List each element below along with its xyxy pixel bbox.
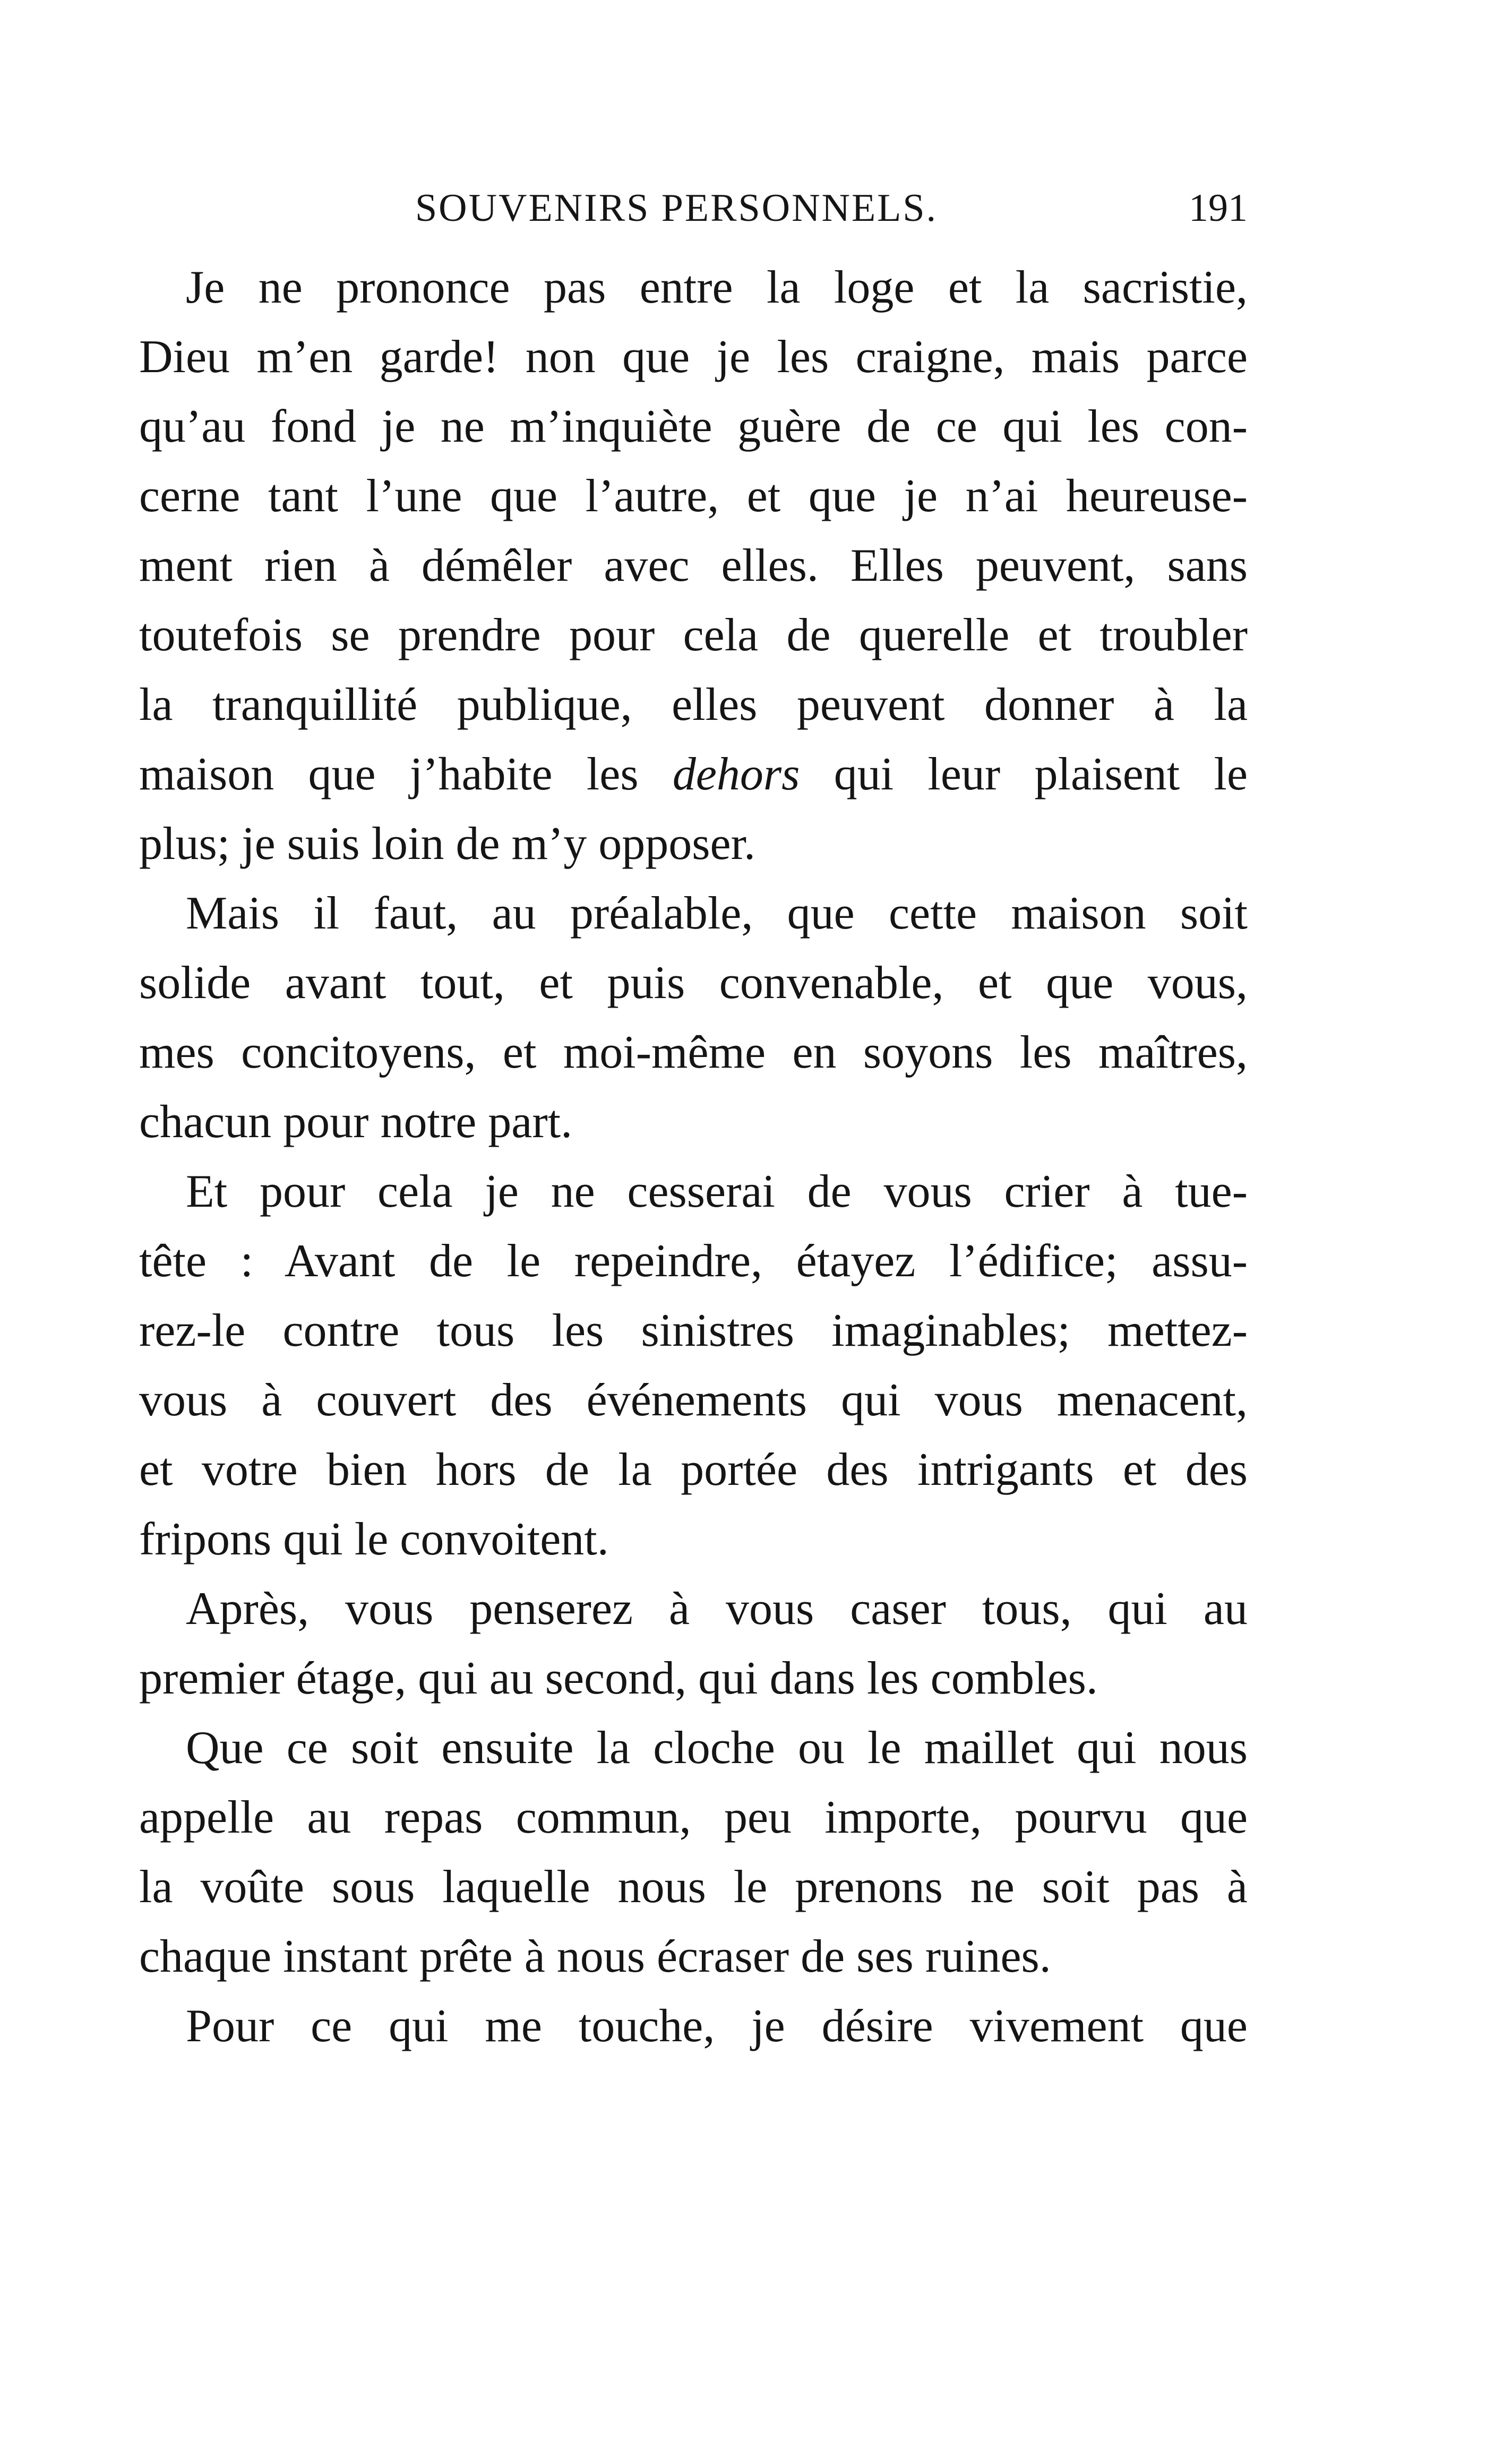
text-line: toutefois se prendre pour cela de querelle et troubler: [139, 609, 1248, 661]
text-line: Et pour cela je ne cesserai de vous crier à tue-: [186, 1166, 1248, 1217]
text-line: et votre bien hors de la portée des intrigants et des: [139, 1444, 1248, 1495]
text-line: Que ce soit ensuite la cloche ou le maillet qui nous: [186, 1722, 1248, 1774]
emphasized-word: dehors: [672, 749, 800, 800]
text-segment: maison que j’habite les: [139, 749, 673, 800]
text-line: qu’au fond je ne m’inquiète guère de ce qui les con-: [139, 401, 1248, 452]
running-title: SOUVENIRS PERSONNELS.: [415, 186, 938, 230]
text-line: rez-le contre tous les sinistres imaginables; mettez-: [139, 1305, 1248, 1356]
text-line: solide avant tout, et puis convenable, et que vous,: [139, 957, 1248, 1009]
running-head: [139, 176, 1248, 240]
text-line: Pour ce qui me touche, je désire vivement que: [186, 2000, 1248, 2052]
text-line: cerne tant l’une que l’autre, et que je n’ai heureuse-: [139, 470, 1248, 522]
paragraph: [139, 1713, 1248, 1991]
text-line: premier étage, qui au second, qui dans les combles.: [139, 1653, 1098, 1704]
text-line: tête : Avant de le repeindre, étayez l’édifice; assu-: [139, 1235, 1248, 1287]
text-line: Je ne prononce pas entre la loge et la sacristie,: [186, 262, 1248, 313]
text-line: vous à couvert des événements qui vous menacent,: [139, 1374, 1248, 1426]
text-segment: qui leur plaisent le: [800, 749, 1248, 800]
text-line: chaque instant prête à nous écraser de ses ruines.: [139, 1931, 1051, 1982]
text-line: [139, 740, 1248, 809]
text-line: Dieu m’en garde! non que je les craigne, mais parce: [139, 331, 1248, 383]
text-line: appelle au repas commun, peu importe, pourvu que: [139, 1792, 1248, 1843]
body-text: [139, 253, 1248, 2061]
text-line: plus; je suis loin de m’y opposer.: [139, 818, 756, 870]
paragraph: [139, 879, 1248, 1157]
text-line: fripons qui le convoitent.: [139, 1514, 609, 1565]
paragraph: [139, 1574, 1248, 1713]
text-line: mes concitoyens, et moi-même en soyons les maîtres,: [139, 1027, 1248, 1078]
page-number: 191: [1189, 186, 1248, 230]
paragraph: [139, 1991, 1248, 2061]
text-line: ment rien à démêler avec elles. Elles peuvent, sans: [139, 540, 1248, 591]
paragraph: [139, 253, 1248, 879]
text-line: la voûte sous laquelle nous le prenons ne soit pas à: [139, 1861, 1248, 1913]
paragraph: [139, 1157, 1248, 1574]
text-line: chacun pour notre part.: [139, 1096, 573, 1148]
text-line: la tranquillité publique, elles peuvent donner à la: [139, 679, 1248, 730]
text-line: Mais il faut, au préalable, que cette maison soit: [186, 888, 1248, 939]
text-line: Après, vous penserez à vous caser tous, qui au: [186, 1583, 1248, 1635]
